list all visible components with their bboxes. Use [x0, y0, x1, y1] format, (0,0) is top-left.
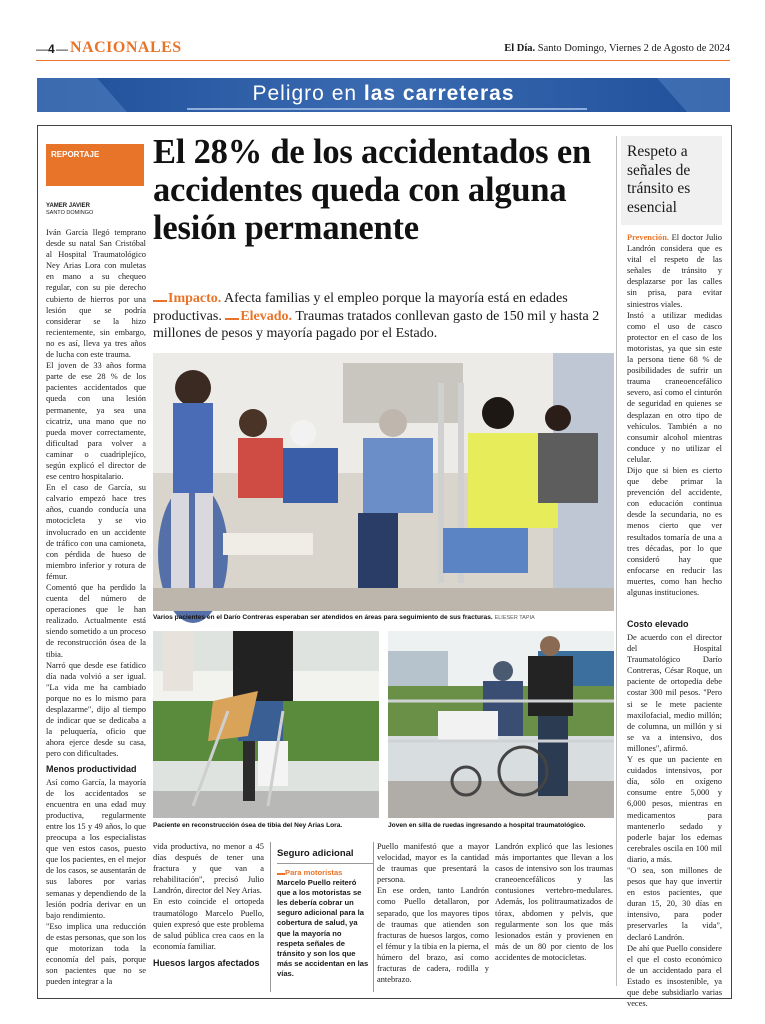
- sidebar-title-box: [621, 136, 722, 225]
- report-tag-label: REPORTAJE: [51, 150, 100, 159]
- deck-dash-icon: [153, 300, 167, 302]
- sidebar-subhead: Costo elevado: [627, 619, 689, 629]
- sidebar: [621, 136, 722, 1009]
- newspaper-dateline: [504, 43, 730, 54]
- col1-paragraph: "Eso implica una reducción de estas personas, que son los que motorizan toda la economía del país, porque son pacientes que no se pueden integrar a la: [46, 921, 146, 987]
- deck-label-1: Impacto.: [168, 291, 222, 306]
- main-photo-caption: [153, 614, 614, 621]
- deck: [153, 290, 618, 343]
- sidebar-lead-text: El doctor Julio Landrón considera que es vital el respeto de las señales de tránsito y desplazarse por las calles sin prisa, para evitar siniestros viales.: [627, 233, 722, 309]
- page-header: [36, 38, 730, 61]
- column-2: [153, 841, 264, 991]
- col1-paragraph: En el caso de García, su calvario empezó hace tres años, cuando conducía una motocicleta y se vio involucrado en un accidente de tráfico con una camioneta, con pérdida de hueso de miembro inferior y rotura de fémur.: [46, 483, 146, 581]
- insurance-box-body: [277, 868, 369, 979]
- bone-reconstruction-image: [153, 631, 379, 818]
- sidebar-paragraph: De ahí que Puello considere el que el costo económico de un accidentado para el Estado es insostenible, ya que debe subsidiarlo varias veces.: [627, 943, 722, 1009]
- author-place: SANTO DOMINGO: [46, 210, 94, 216]
- col4-paragraph: En ese orden, tanto Landrón como Puello detallaron, por separado, que los mayores tipos de traumas que atienden son fracturas de huesos largos, como el fémur y la tibia en la pierna, el húmero del brazo, así como fracturas de cadera, rodilla y antebrazo.: [377, 886, 489, 985]
- section-title: NACIONALES: [70, 39, 182, 56]
- insurance-box: [270, 842, 374, 992]
- deck-item-1: [153, 290, 618, 343]
- banner-title-prefix: Peligro en: [252, 82, 358, 105]
- page-number-dash: —: [36, 42, 48, 56]
- insurance-box-label: Para motoristas: [285, 868, 343, 877]
- col1-paragraph: Narró que desde ese fatídico día nada volvió a ser igual. "La vida me ha cambiado porque no es lo mismo para desplazarme", dijo al tiempo de indicar que se dedicaba a la peluquería, oficio que ahora ejerce desde su casa, pero con dificultades.: [46, 660, 146, 759]
- main-photo: [153, 353, 614, 611]
- sidebar-paragraph: De acuerdo con el director del Hospital Traumatológico Darío Contreras, César Roque, un paciente de ortopedia debe costar 300 mil pesos. "Pero si se le mete paciente maxilofacial, medio millón; de columna, un millón y si se va a intensivo, dos millones", afirmó.: [627, 633, 722, 753]
- col5-paragraph: Landrón explicó que las lesiones más importantes que llevan a los casos de intensivo son los traumas craneoencefálicos y las contusiones vertebro-medulares. Además, los politraumatizados de tórax, abdomen y pelvis, que regularmente son los que más lesionados están y provienen en más de un 80 por ciento de los accidentes de motocicletas.: [495, 842, 613, 962]
- deck-text-1: Afecta familias y el empleo porque la mayoría está en edades productivas.: [153, 291, 568, 324]
- col1-paragraph: Comentó que ha perdido la cuenta del número de operaciones que le han realizado. Actualmente está siendo sometido a un proceso de reconstrucción ósea de la tibia.: [46, 583, 146, 659]
- sidebar-paragraph: [627, 232, 722, 310]
- column-1: [46, 227, 146, 987]
- insurance-box-title: Seguro adicional: [277, 848, 373, 864]
- banner-title: [37, 82, 730, 106]
- newspaper-name: El Día.: [504, 43, 536, 54]
- report-tag: [46, 144, 144, 186]
- sidebar-body-2: [627, 632, 722, 1009]
- col1-paragraph: El joven de 33 años forma parte de ese 28 % de los pacientes accidentados que queda con una lesión permanente, ya sea una cicatriz, una mano que no pueda mover correctamente, dificultad para volver a caminar o cuadriplejíco, según explicó el director de ese centro hospitalario.: [46, 361, 146, 482]
- main-caption-text: Varios pacientes en el Darío Contreras esperaban ser atendidos en áreas para seguimiento de sus fracturas.: [153, 614, 493, 621]
- section-banner: [37, 78, 730, 112]
- sidebar-paragraph: Y es que un paciente en cuidados intensivos, por día, sólo en oxígeno consume entre 5,000 y 6,000 pesos, mientras en medicamentos para mantenerlo sedado y poderle bajar los edemas cerebrales oscila en 100 mil diario, a más.: [627, 755, 722, 864]
- column-5: [495, 841, 613, 991]
- right-photo: [388, 631, 614, 818]
- deck-text-2: Traumas tratados conllevan gasto de 150 mil y hasta 2 millones de pesos y mayoría pagado por el Estado.: [153, 308, 600, 341]
- sidebar-paragraph: Instó a utilizar medidas como el uso de casco protector en el caso de los motoristas, ya que sin este la persona tiene 68 % de posibilidades de sufrir un trauma craneoencefálico severo, así como el cinturón de seguridad en quienes se desplazan en otro tipo de vehículos. También a no consumir alcohol mientras conduce y no utilizar el celular.: [627, 310, 722, 464]
- box-dash-icon: [277, 873, 285, 875]
- deck-label-2: Elevado.: [240, 308, 293, 324]
- right-photo-caption: Joven en silla de ruedas ingresando a hospital traumatológico.: [388, 822, 586, 829]
- sidebar-paragraph: "O sea, son millones de pesos que hay que invertir en estos pacientes, que duran 15, 20, 30 días en intensivo, para poder preservarles la vida", declaró Landrón.: [627, 865, 722, 942]
- sidebar-divider: [616, 136, 617, 986]
- wheelchair-image: [388, 631, 614, 818]
- dateline: Santo Domingo, Viernes 2 de Agosto de 2024: [537, 43, 730, 54]
- col2-paragraph: En esto coincide el ortopeda traumatólogo Marcelo Puello, quien expresó que este problema de salud pública crea caos en la economía familiar.: [153, 897, 264, 951]
- insurance-box-text: Marcelo Puello reiteró que a los motoristas se les debería cobrar un seguro adicional para la cobertura de salud, ya que la mayoría no respeta señales de tránsito y son los que más se accidentan en las vías.: [277, 878, 369, 978]
- page-number-dash-2: —: [56, 42, 68, 56]
- headline: El 28% de los accidentados en accidentes queda con alguna lesión permanente: [153, 133, 591, 247]
- col2-paragraph: vida productiva, no menor a 45 días después de tener una fractura y que van a rehabilitación", precisó Julio Landrón, director del Ney Arias.: [153, 842, 264, 896]
- col1-paragraph: Así como García, la mayoría de los accidentados se encuentra en una edad muy productiva, regularmente entre los 15 y 49 años, lo que preocupa a los especialistas que ven estos casos, puesto que los pacientes, en el mejor de los casos, se ausentarán de sus labores por varias semanas y dependiendo de la lesión podría derivar en un bajo rendimiento.: [46, 777, 146, 920]
- sidebar-body: [627, 232, 722, 612]
- main-caption-credit: ELIESER TAPIA: [494, 615, 535, 621]
- col4-paragraph: Puello manifestó que a mayor velocidad, mayor es la cantidad de traumas que presentará la persona.: [377, 842, 489, 885]
- sidebar-lead-label: Prevención.: [627, 233, 669, 242]
- col2-subhead: Huesos largos afectados: [153, 957, 260, 968]
- sidebar-title: Respeto a señales de tránsito es esencial: [627, 143, 691, 216]
- column-4: [377, 841, 489, 991]
- sidebar-paragraph: Dijo que si bien es cierto que debe primar la prevención del accidente, con educación continua desde la secundaria, no es menos cierto que ver resultados tomaría de una a tres décadas, por lo que consideró hay que enfocarse en reducir las muertes, como han hecho algunas instituciones.: [627, 465, 722, 597]
- author: YAMER JAVIER: [46, 203, 91, 209]
- deck-dash-icon: [225, 318, 239, 320]
- col1-subhead: Menos productividad: [46, 763, 137, 774]
- page-number: 4: [48, 42, 55, 56]
- left-photo-caption: Paciente en reconstrucción ósea de tibia del Ney Arias Lora.: [153, 822, 343, 829]
- col1-paragraph: Iván García llegó temprano desde su natal San Cristóbal al Hospital Traumatológico Ney Arias Lora con muletas en mano a su chequeo regular, con su pie derecho cubierto de hierros por una lesión que se podría considerar se la hizo recientemente, sin embargo, no es así, lleva ya tres años de lucha con este trauma.: [46, 228, 146, 360]
- left-photo: [153, 631, 379, 818]
- banner-title-bold: las carreteras: [363, 82, 515, 105]
- waiting-patients-image: [153, 353, 614, 611]
